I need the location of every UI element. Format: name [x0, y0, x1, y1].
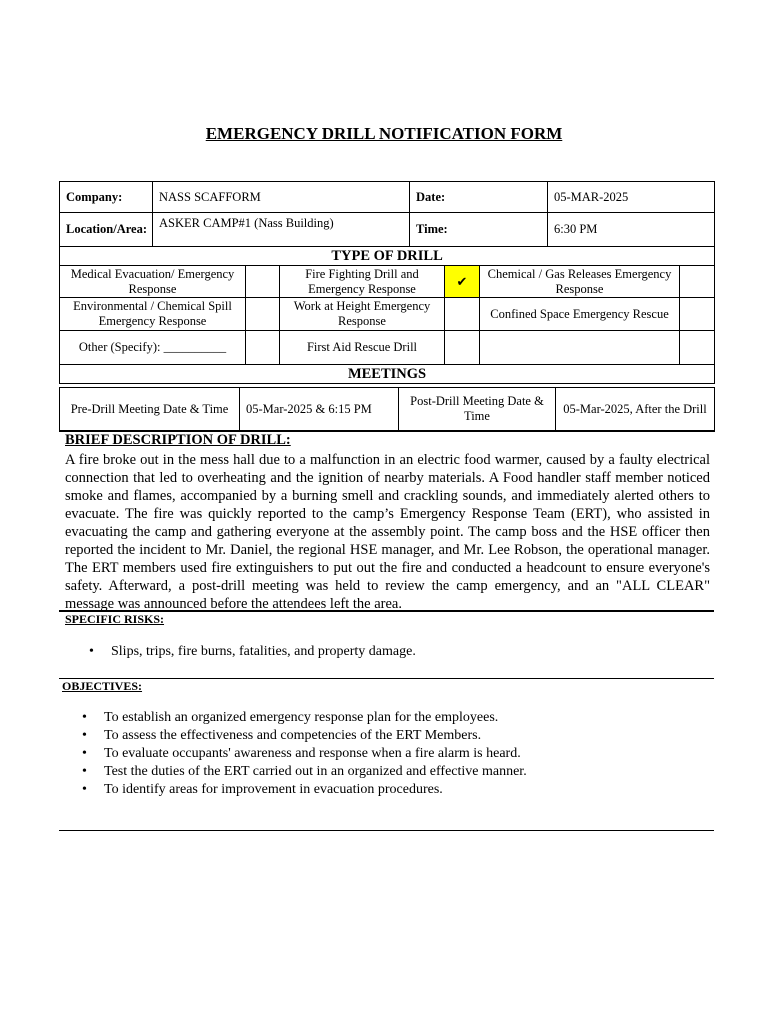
drill-checkbox[interactable] [246, 298, 280, 331]
drill-checkbox[interactable] [680, 266, 715, 298]
type-of-drill-heading: TYPE OF DRILL [60, 247, 715, 266]
drill-option-label: Confined Space Emergency Rescue [480, 298, 680, 331]
drill-option-label: Environmental / Chemical Spill Emergency Response [60, 298, 246, 331]
date-value: 05-MAR-2025 [548, 182, 715, 213]
drill-option-label: Other (Specify): __________ [60, 331, 246, 365]
specific-risks-heading: SPECIFIC RISKS: [65, 612, 165, 626]
objectives-heading: OBJECTIVES: [62, 679, 143, 693]
brief-description-heading: BRIEF DESCRIPTION OF DRILL: [65, 432, 291, 448]
drill-row [60, 266, 715, 298]
info-row [60, 213, 715, 247]
list-item: • Test the duties of the ERT carried out in an organized and effective manner. [78, 763, 708, 781]
date-label: Date: [410, 182, 548, 213]
post-drill-label: Post-Drill Meeting Date & Time [399, 388, 556, 432]
post-drill-value: 05-Mar-2025, After the Drill [556, 388, 715, 432]
list-item: • To assess the effectiveness and competencies of the ERT Members. [78, 727, 708, 745]
drill-checkbox[interactable] [680, 298, 715, 331]
type-of-drill-table [59, 246, 715, 384]
list-item: • Slips, trips, fire burns, fatalities, and property damage. [85, 643, 705, 661]
drill-row [60, 298, 715, 331]
divider [59, 830, 714, 831]
location-value: ASKER CAMP#1 (Nass Building) [153, 213, 410, 247]
time-value: 6:30 PM [548, 213, 715, 247]
info-table [59, 181, 715, 247]
objectives-list [78, 709, 708, 799]
list-item: • To establish an organized emergency response plan for the employees. [78, 709, 708, 727]
drill-row [60, 331, 715, 365]
meetings-heading: MEETINGS [60, 365, 715, 384]
time-label: Time: [410, 213, 548, 247]
risks-list [85, 643, 705, 661]
drill-checkbox-checked[interactable]: ✔ [445, 266, 480, 298]
company-value: NASS SCAFFORM [153, 182, 410, 213]
list-item: • To evaluate occupants' awareness and response when a fire alarm is heard. [78, 745, 708, 763]
drill-option-label [480, 331, 680, 365]
pre-drill-value: 05-Mar-2025 & 6:15 PM [240, 388, 399, 432]
brief-description-text: A fire broke out in the mess hall due to a malfunction in an electric food warmer, caused by a faulty electrical connection that led to overheating and the ignition of nearby materials. A Food handler staff member noticed smoke and flames, accompanied by a burning smell and crackling sounds, and immediately alerted others to evacuate. The fire was quickly reported to the camp’s Emergency Response Team (ERT), who assisted in evacuating the camp and gathering everyone at the assembly point. The camp boss and the HSE officer then reported the incident to Mr. Daniel, the regional HSE manager, and Mr. Lee Robson, the operational manager. The ERT members used fire extinguishers to put out the fire and conducted a headcount to ensure everyone's safety. Afterward, a post-drill meeting was held to review the camp emergency, and an "ALL CLEAR" message was announced before the attendees left the area. [65, 452, 710, 612]
company-label: Company: [60, 182, 153, 213]
drill-option-label: First Aid Rescue Drill [280, 331, 445, 365]
drill-checkbox[interactable] [246, 266, 280, 298]
drill-option-label: Work at Height Emergency Response [280, 298, 445, 331]
list-item: • To identify areas for improvement in evacuation procedures. [78, 781, 708, 799]
location-label: Location/Area: [60, 213, 153, 247]
meetings-row [60, 388, 715, 432]
drill-checkbox[interactable] [445, 298, 480, 331]
divider [59, 678, 714, 679]
drill-checkbox[interactable] [680, 331, 715, 365]
drill-option-label: Chemical / Gas Releases Emergency Response [480, 266, 680, 298]
drill-checkbox[interactable] [246, 331, 280, 365]
form-title: EMERGENCY DRILL NOTIFICATION FORM [205, 124, 563, 143]
drill-option-label: Fire Fighting Drill and Emergency Response [280, 266, 445, 298]
info-row [60, 182, 715, 213]
drill-checkbox[interactable] [445, 331, 480, 365]
meetings-table [59, 387, 715, 432]
pre-drill-label: Pre-Drill Meeting Date & Time [60, 388, 240, 432]
drill-option-label: Medical Evacuation/ Emergency Response [60, 266, 246, 298]
